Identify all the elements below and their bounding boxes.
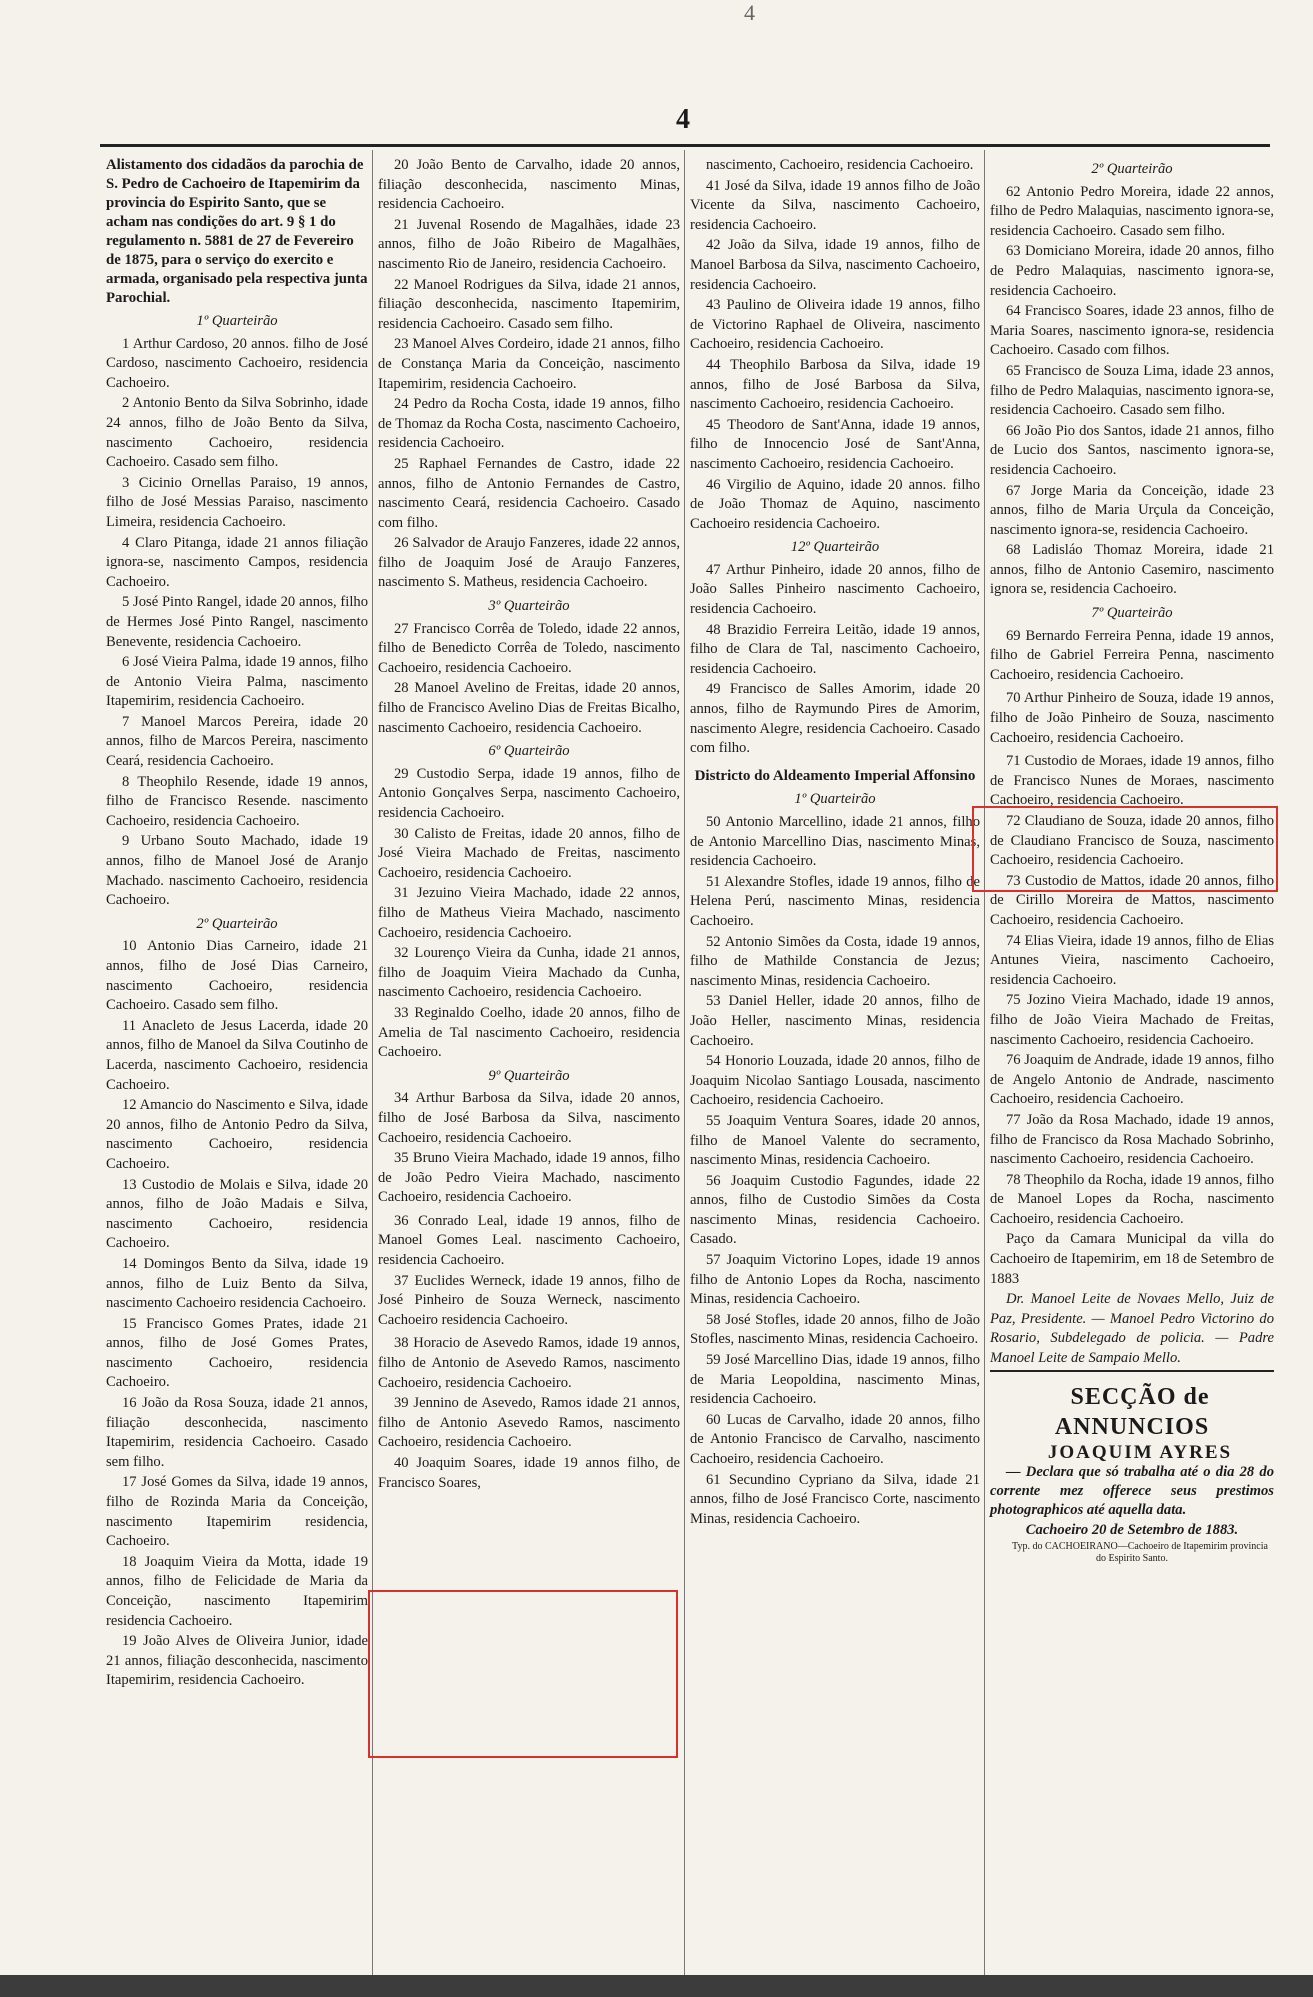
register-entry: nascimento, Cachoeiro, residencia Cachoeiro.	[706, 157, 974, 173]
register-entry: 27 Francisco Corrêa de Toledo, idade 22 annos, filho de Benedicto Corrêa de Toledo, nascimento Cachoeiro, residencia Cachoeiro.	[378, 620, 680, 676]
section-heading: 3º Quarteirão	[488, 598, 570, 615]
register-entry: 71 Custodio de Moraes, idade 19 annos, filho de Francisco Nunes de Moraes, nascimento Cachoeiro, residencia Cachoeiro.	[990, 753, 1274, 809]
register-entry: 50 Antonio Marcellino, idade 21 annos, filho de Antonio Marcellino Dias, nascimento Minas, residencia Cachoeiro.	[690, 814, 980, 870]
section-heading: 7º Quarteirão	[1091, 605, 1173, 622]
register-entry: 59 José Marcellino Dias, idade 19 annos, filho de Maria Leopoldina, nascimento Minas, residencia Cachoeiro.	[690, 1352, 980, 1408]
register-entry: 67 Jorge Maria da Conceição, idade 23 annos, filho de Maria Urçula da Conceição, nascimento ignora-se, residencia Cachoeiro.	[990, 482, 1274, 538]
register-entry: 37 Euclides Werneck, idade 19 annos, filho de José Pinheiro de Souza Werneck, nascimento Cachoeiro residencia Cachoeiro.	[378, 1272, 680, 1328]
column-divider	[984, 150, 985, 1980]
entries-group	[690, 813, 980, 1529]
register-entry: 57 Joaquim Victorino Lopes, idade 19 annos filho de Antonio Lopes da Rocha, nascimento Minas, residencia Cachoeiro.	[690, 1252, 980, 1308]
register-entry: 70 Arthur Pinheiro de Souza, idade 19 annos, filho de João Pinheiro de Souza, nascimento Cachoeiro, residencia Cachoeiro.	[990, 690, 1274, 746]
highlight-box-entry-70	[972, 806, 1278, 892]
register-entry: 40 Joaquim Soares, idade 19 annos filho, de Francisco Soares,	[378, 1455, 680, 1491]
register-entry: 6 José Vieira Palma, idade 19 annos, filho de Antonio Vieira Palma, nascimento Itapemirim, residencia Cachoeiro.	[106, 654, 368, 710]
scan-edge	[0, 1975, 1313, 1997]
register-entry: 68 Ladisláo Thomaz Moreira, idade 21 annos, filho de Antonio Casemiro, nascimento ignora se, residencia Cachoeiro.	[990, 542, 1274, 598]
register-entry: 43 Paulino de Oliveira idade 19 annos, filho de Victorino Raphael de Oliveira, nascimento Cachoeiro, residencia Cachoeiro.	[690, 297, 980, 353]
register-entry: 72 Claudiano de Souza, idade 20 annos, filho de Claudiano Francisco de Souza, nascimento Cachoeiro, residencia Cachoeiro.	[990, 813, 1274, 869]
page-number: 4	[676, 104, 690, 135]
register-entry: 31 Jezuino Vieira Machado, idade 22 annos, filho de Matheus Vieira Machado, nascimento Cachoeiro, residencia Cachoeiro.	[378, 885, 680, 941]
entries-group	[378, 1089, 680, 1208]
register-entry: 4 Claro Pitanga, idade 21 annos filiação ignora-se, nascimento Campos, residencia Cachoeiro.	[106, 534, 368, 590]
register-entry: 9 Urbano Souto Machado, idade 19 annos, filho de Manoel José de Aranjo Machado. nascimento Cachoeiro, residencia Cachoeiro.	[106, 833, 368, 909]
register-entry: 7 Manoel Marcos Pereira, idade 20 annos, filho de Marcos Pereira, nascimento Ceará, residencia Cachoeiro.	[106, 713, 368, 770]
register-entry: 78 Theophilo da Rocha, idade 19 annos, filho de Manoel Lopes da Rocha, nascimento Cachoeiro, residencia Cachoeiro.	[990, 1171, 1274, 1227]
register-entry: 34 Arthur Barbosa da Silva, idade 20 annos, filho de José Barbosa da Silva, nascimento Cachoeiro, residencia Cachoeiro.	[378, 1090, 680, 1146]
register-entry: 17 José Gomes da Silva, idade 19 annos, filho de Rozinda Maria da Conceição, nascimento Itapemirim residencia, Cachoeiro.	[106, 1474, 368, 1550]
register-entry: 23 Manoel Alves Cordeiro, idade 21 annos, filho de Constança Maria da Conceição, nascimento Itapemirim, residencia Cachoeiro.	[378, 336, 680, 392]
register-entry: 45 Theodoro de Sant'Anna, idade 19 annos, filho de Innocencio José de Sant'Anna, nascimento Cachoeiro, residencia Cachoeiro.	[690, 416, 980, 472]
register-entry: 3 Cicinio Ornellas Paraiso, 19 annos, filho de José Messias Paraiso, nascimento Limeira, residencia Cachoeiro.	[106, 474, 368, 530]
register-entry: 74 Elias Vieira, idade 19 annos, filho de Elias Antunes Vieira, nascimento Cachoeiro, residencia Cachoeiro.	[990, 932, 1274, 988]
register-entry: 22 Manoel Rodrigues da Silva, idade 21 annos, filiação desconhecida, nascimento Itapemirim, residencia Cachoeiro. Casado sem filho.	[378, 276, 680, 332]
register-entry: 48 Brazidio Ferreira Leitão, idade 19 annos, filho de Clara de Tal, nascimento Cachoeiro, residencia Cachoeiro.	[690, 621, 980, 677]
register-entry: 26 Salvador de Araujo Fanzeres, idade 22 annos, filho de Joaquim José de Araujo Fanzeres, nascimento S. Matheus, residencia Cachoeiro.	[378, 535, 680, 591]
top-mark: 4	[744, 0, 755, 25]
advertisement-date: Cachoeiro 20 de Setembro de 1883.	[1025, 1522, 1239, 1539]
register-entry: 15 Francisco Gomes Prates, idade 21 annos, filho de José Gomes Prates, nascimento Cachoeiro, residencia Cachoeiro.	[106, 1315, 368, 1391]
register-entry: 47 Arthur Pinheiro, idade 20 annos, filho de João Salles Pinheiro nascimento Cachoeiro, residencia Cachoeiro.	[690, 561, 980, 618]
register-entry: 18 Joaquim Vieira da Motta, idade 19 annos, filho de Felicidade de Maria da Conceição, nascimento Itapemirim residencia Cachoeiro.	[106, 1553, 368, 1629]
register-entry: 24 Pedro da Rocha Costa, idade 19 annos, filho de Thomaz da Rocha Costa, nascimento Cachoeiro, residencia Cachoeiro.	[378, 396, 680, 452]
entries-group	[378, 156, 680, 593]
register-entry: 55 Joaquim Ventura Soares, idade 20 annos, filho de Manoel Valente do secramento, nascimento Minas, residencia Cachoeiro.	[690, 1112, 980, 1169]
section-heading: 9º Quarteirão	[488, 1067, 570, 1084]
register-entry: 64 Francisco Soares, idade 23 annos, filho de Maria Soares, nascimento ignora-se, residencia Cachoeiro. Casado com filhos.	[990, 303, 1274, 359]
register-entry: 12 Amancio do Nascimento e Silva, idade 20 annos, filho de Antonio Pedro da Silva, nascimento Cachoeiro, residencia Cachoeiro.	[106, 1097, 368, 1172]
column-1	[106, 156, 368, 1692]
entries-group	[990, 183, 1274, 600]
register-entry: 60 Lucas de Carvalho, idade 20 annos, filho de Antonio Francisco de Carvalho, nascimento Cachoeiro, residencia Cachoeiro.	[690, 1411, 980, 1467]
register-entry: 21 Juvenal Rosendo de Magalhães, idade 23 annos, filho de João Ribeiro de Magalhães, nascimento Rio de Janeiro, residencia Cachoeiro.	[378, 216, 680, 272]
section-heading: 6º Quarteirão	[488, 743, 570, 760]
announcements-title: SECÇÃO de ANNUNCIOS	[990, 1370, 1274, 1442]
register-entry: 16 João da Rosa Souza, idade 21 annos, filiação desconhecida, nascimento Itapemirim, residencia Cachoeiro. Casado sem filho.	[106, 1395, 368, 1470]
register-entry: 42 João da Silva, idade 19 annos, filho de Manoel Barbosa da Silva, nascimento Cachoeiro, residencia Cachoeiro.	[690, 237, 980, 293]
column-divider	[684, 150, 685, 1980]
register-entry: 25 Raphael Fernandes de Castro, idade 22 annos, filho de Antonio Fernandes de Castro, nascimento Ceará, residencia Cachoeiro. Casado com filho.	[378, 455, 680, 531]
entries-group	[690, 156, 980, 534]
register-entry: 20 João Bento de Carvalho, idade 20 annos, filiação desconhecida, nascimento Minas, residencia Cachoeiro.	[378, 157, 680, 213]
register-entry: 44 Theophilo Barbosa da Silva, idade 19 annos, filho de José Barbosa da Silva, nascimento Cachoeiro, residencia Cachoeiro.	[690, 356, 980, 413]
register-entry: 2 Antonio Bento da Silva Sobrinho, idade 24 annos, filho de João Bento da Silva, nascimento Cachoeiro, residencia Cachoeiro. Casado sem filho.	[106, 395, 368, 471]
section-heading: 1º Quarteirão	[196, 313, 278, 329]
register-entry: 38 Horacio de Asevedo Ramos, idade 19 annos, filho de Antonio de Asevedo Ramos, nascimento Cachoeiro, residencia Cachoeiro.	[378, 1335, 680, 1391]
advertiser-name: JOAQUIM AYRES	[1047, 1441, 1233, 1463]
printer-imprint: Typ. do CACHOEIRANO—Cachoeiro de Itapemirim provincia do Espirito Santo.	[1012, 1541, 1268, 1565]
signatures: Dr. Manoel Leite de Novaes Mello, Juiz de Paz, Presidente. — Manoel Pedro Victorino do Rosario, Subdelegado de policia. — Padre Manoel Leite de Sampaio Mello.	[990, 1291, 1274, 1367]
section-heading: 12º Quarteirão	[790, 539, 880, 556]
register-entry: 8 Theophilo Resende, idade 19 annos, filho de Francisco Resende. nascimento Cachoeiro, residencia Cachoeiro.	[106, 773, 368, 829]
highlight-box-entries-36-37	[368, 1590, 678, 1758]
register-entry: 66 João Pio dos Santos, idade 21 annos, filho de Lucio dos Santos, nascimento ignora-se, residencia Cachoeiro.	[990, 422, 1274, 478]
register-entry: 65 Francisco de Souza Lima, idade 23 annos, filho de Pedro Malaquias, nascimento ignora-se, residencia Cachoeiro. Casado sem filho.	[990, 362, 1274, 419]
register-entry: 63 Domiciano Moreira, idade 20 annos, filho de Pedro Malaquias, nascimento ignora-se, residencia Cachoeiro.	[990, 243, 1274, 299]
advertisement-text: — Declara que só trabalha até o dia 28 do corrente mez offerece seus prestimos photographicos até aquella data.	[990, 1464, 1274, 1519]
register-entry: 30 Calisto de Freitas, idade 20 annos, filho de José Vieira Machado de Freitas, nascimento Cachoeiro, residencia Cachoeiro.	[378, 825, 680, 881]
column-2	[378, 156, 680, 1494]
register-entry: 32 Lourenço Vieira da Cunha, idade 21 annos, filho de Joaquim Vieira Machado da Cunha, nascimento Cachoeiro, residencia Cachoeiro.	[378, 945, 680, 1001]
register-entry: 13 Custodio de Molais e Silva, idade 20 annos, filho de João Madais e Silva, nascimento Cachoeiro, residencia Cachoeiro.	[106, 1176, 368, 1252]
register-entry: 58 José Stofles, idade 20 annos, filho de João Stofles, nascimento Minas, residencia Cachoeiro.	[690, 1311, 980, 1348]
register-entry: 73 Custodio de Mattos, idade 20 annos, filho de Cirillo Moreira de Mattos, nascimento Cachoeiro, residencia Cachoeiro.	[990, 872, 1274, 928]
entries-group	[378, 620, 680, 739]
entries-group	[106, 335, 368, 911]
register-entry: 75 Jozino Vieira Machado, idade 19 annos, filho de João Vieira Machado de Freitas, nascimento Cachoeiro, residencia Cachoeiro.	[990, 992, 1274, 1048]
entries-group	[378, 765, 680, 1063]
register-entry: 41 José da Silva, idade 19 annos filho de João Vicente da Silva, nascimento Cachoeiro, residencia Cachoeiro.	[690, 177, 980, 233]
register-entry: 51 Alexandre Stofles, idade 19 annos, filho de Helena Perú, nascimento Minas, residencia Cachoeiro.	[690, 873, 980, 929]
section-heading: 1º Quarteirão	[794, 791, 876, 808]
register-entry: 10 Antonio Dias Carneiro, idade 21 annos, filho de José Dias Carneiro, nascimento Cachoeiro, residencia Cachoeiro. Casado sem filho.	[106, 938, 368, 1014]
entries-group	[378, 1334, 680, 1493]
register-entry: 35 Bruno Vieira Machado, idade 19 annos, filho de João Pedro Vieira Machado, nascimento Cachoeiro, residencia Cachoeiro.	[378, 1150, 680, 1206]
register-entry: 14 Domingos Bento da Silva, idade 19 annos, filho de Luiz Bento da Silva, nascimento Cachoeiro residencia Cachoeiro.	[106, 1255, 368, 1312]
register-entry: 11 Anacleto de Jesus Lacerda, idade 20 annos, filho de Manoel da Silva Coutinho de Lacerda, nascimento Cachoeiro, residencia Cachoeiro.	[106, 1017, 368, 1093]
register-entry: 19 João Alves de Oliveira Junior, idade 21 annos, filiação desconhecida, nascimento Itapemirim, residencia Cachoeiro.	[106, 1633, 368, 1689]
register-entry: 62 Antonio Pedro Moreira, idade 22 annos, filho de Pedro Malaquias, nascimento ignora-se, residencia Cachoeiro. Casado sem filho.	[990, 183, 1274, 239]
district-heading: Districto do Aldeamento Imperial Affonsino	[694, 767, 976, 784]
register-entry: 76 Joaquim de Andrade, idade 19 annos, filho de Angelo Antonio de Andrade, nascimento Cachoeiro, residencia Cachoeiro.	[990, 1052, 1274, 1108]
register-entry: 52 Antonio Simões da Costa, idade 19 annos, filho de Mathilde Constancia de Jezus; nascimento Minas, residencia Cachoeiro.	[690, 933, 980, 989]
section-heading: 2º Quarteirão	[1091, 161, 1173, 177]
highlighted-entries	[378, 1212, 680, 1331]
register-entry: 61 Secundino Cypriano da Silva, idade 21 annos, filho de José Francisco Corte, nascimento Minas, residencia Cachoeiro.	[690, 1471, 980, 1527]
highlighted-entries	[990, 689, 1274, 748]
register-entry: 29 Custodio Serpa, idade 19 annos, filho de Antonio Gonçalves Serpa, nascimento Cachoeiro, residencia Cachoeiro.	[378, 765, 680, 821]
register-entry: 77 João da Rosa Machado, idade 19 annos, filho de Francisco da Rosa Machado Sobrinho, nascimento Cachoeiro, residencia Cachoeiro.	[990, 1111, 1274, 1168]
register-entry: 33 Reginaldo Coelho, idade 20 annos, filho de Amelia de Tal nascimento Cachoeiro, residencia Cachoeiro.	[378, 1004, 680, 1061]
entries-group	[690, 561, 980, 759]
register-entry: 36 Conrado Leal, idade 19 annos, filho de Manoel Gomes Leal. nascimento Cachoeiro, residencia Cachoeiro.	[378, 1212, 680, 1269]
header-rule	[100, 144, 1270, 147]
register-entry: 28 Manoel Avelino de Freitas, idade 20 annos, filho de Francisco Avelino Dias de Freitas Bicalho, nascimento Cachoeiro, residencia Cachoeiro.	[378, 680, 680, 736]
register-entry: 56 Joaquim Custodio Fagundes, idade 22 annos, filho de Custodio Simões da Costa nascimento Minas, residencia Cachoeiro. Casado.	[690, 1172, 980, 1248]
entries-group	[990, 627, 1274, 686]
register-entry: 5 José Pinto Rangel, idade 20 annos, filho de Hermes José Pinto Rangel, nascimento Benevente, residencia Cachoeiro.	[106, 594, 368, 650]
register-entry: 69 Bernardo Ferreira Penna, idade 19 annos, filho de Gabriel Ferreira Penna, nascimento Cachoeiro, residencia Cachoeiro.	[990, 627, 1274, 683]
register-entry: 53 Daniel Heller, idade 20 annos, filho de João Heller, nascimento Minas, residencia Cachoeiro.	[690, 993, 980, 1049]
article-heading: Alistamento dos cidadãos da parochia de S. Pedro de Cachoeiro de Itapemirim da provincia do Espirito Santo, que se acham nas condições do art. 9 § 1 do regulamento n. 5881 de 27 de Fevereiro de 1875, para o serviço do exercito e armada, organisado pela respectiva junta Parochial.	[106, 157, 368, 306]
section-heading: 2º Quarteirão	[196, 915, 278, 932]
register-entry: 39 Jennino de Asevedo, Ramos idade 21 annos, filho de Antonio Asevedo Ramos, nascimento Cachoeiro, residencia Cachoeiro.	[378, 1395, 680, 1451]
register-entry: 54 Honorio Louzada, idade 20 annos, filho de Joaquim Nicolao Santiago Lousada, nascimento Cachoeiro, residencia Cachoeiro.	[690, 1053, 980, 1109]
column-3	[690, 156, 980, 1530]
closing-statement: Paço da Camara Municipal da villa do Cachoeiro de Itapemirim, em 18 de Setembro de 1883	[990, 1231, 1274, 1287]
register-entry: 46 Virgilio de Aquino, idade 20 annos. filho de João Thomaz de Aquino, nascimento Cachoeiro residencia Cachoeiro.	[690, 476, 980, 532]
entries-group	[106, 937, 368, 1691]
register-entry: 49 Francisco de Salles Amorim, idade 20 annos, filho de Raymundo Pires de Amorim, nascimento Alegre, residencia Cachoeiro. Casado com filho.	[690, 681, 980, 757]
register-entry: 1 Arthur Cardoso, 20 annos. filho de José Cardoso, nascimento Cachoeiro, residencia Cachoeiro.	[106, 335, 368, 391]
